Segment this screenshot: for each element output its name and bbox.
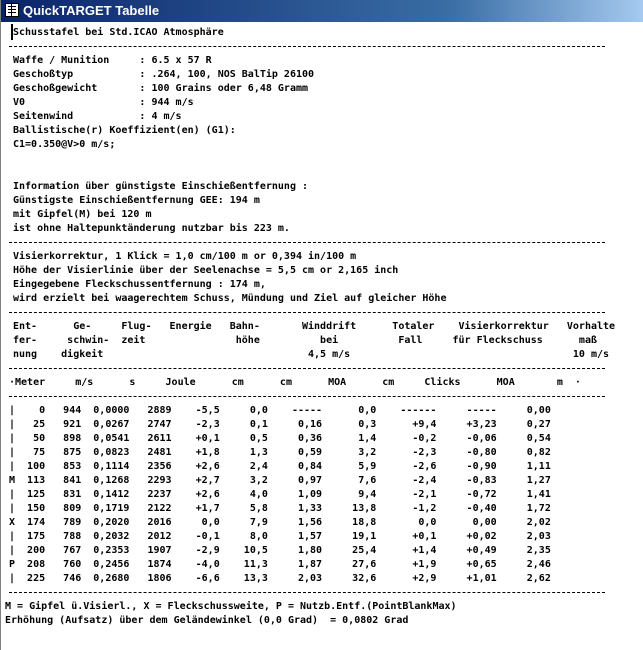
param-line: V0 : 944 m/s bbox=[13, 97, 194, 108]
window-title: QuickTARGET Tabelle bbox=[23, 3, 160, 18]
info-line: Information über günstigste Einschießentfernung : bbox=[13, 181, 309, 192]
info-line: mit Gipfel(M) bei 120 m bbox=[13, 209, 152, 220]
separator bbox=[9, 46, 605, 47]
table-row: | 75 875 0,0823 2481 +1,8 1,3 0,59 3,2 -2,3 -0,80 0,82 bbox=[9, 447, 551, 458]
visier-line: wird erzielt bei waagerechtem Schuss, Mündung und Ziel auf gleicher Höhe bbox=[13, 293, 447, 304]
footer-legend: M = Gipfel ü.Visierl., X = Fleckschussweite, P = Nutzb.Entf.(PointBlankMax) bbox=[5, 601, 457, 612]
table-header-line: Ent- Ge- Flug- Energie Bahn- Winddrift Totaler Visierkorrektur Vorhalte bbox=[13, 321, 616, 332]
param-line: Seitenwind : 4 m/s bbox=[13, 111, 182, 122]
table-units-row: ·Meter m/s s Joule cm cm MOA cm Clicks MOA m · bbox=[9, 377, 581, 388]
table-header-line: fer- schwin- zeit höhe bei Fall für Fleckschuss maß bbox=[13, 335, 597, 346]
visier-line: Eingegebene Fleckschussentfernung : 174 m, bbox=[13, 279, 266, 290]
footer-elevation: Erhöhung (Aufsatz) über dem Geländewinkel (0,0 Grad) = 0,0802 Grad bbox=[5, 615, 409, 626]
table-report bbox=[5, 24, 616, 644]
table-row: | 0 944 0,0000 2889 -5,5 0,0 ----- 0,0 ------ ----- 0,00 bbox=[9, 405, 551, 416]
table-row: | 25 921 0,0267 2747 -2,3 0,1 0,16 0,3 +9,4 +3,23 0,27 bbox=[9, 419, 551, 430]
param-line: C1=0.350@V>0 m/s; bbox=[13, 139, 116, 150]
param-line: Waffe / Munition : 6.5 x 57 R bbox=[13, 55, 212, 66]
table-row: | 200 767 0,2353 1907 -2,9 10,5 1,80 25,4 +1,4 +0,49 2,35 bbox=[9, 545, 551, 556]
title-bar[interactable] bbox=[1, 0, 643, 22]
param-line: Geschoßtyp : .264, 100, NOS BalTip 26100 bbox=[13, 69, 315, 80]
separator bbox=[9, 312, 605, 313]
info-line: ist ohne Haltepunktänderung nutzbar bis 223 m. bbox=[13, 223, 290, 234]
app-table-icon bbox=[5, 3, 19, 17]
separator bbox=[9, 242, 605, 243]
separator bbox=[9, 368, 605, 369]
info-line: Günstigste Einschießentfernung GEE: 194 m bbox=[13, 195, 260, 206]
table-row: | 50 898 0,0541 2611 +0,1 0,5 0,36 1,4 -0,2 -0,06 0,54 bbox=[9, 433, 551, 444]
separator bbox=[9, 592, 605, 593]
table-row: | 225 746 0,2680 1806 -6,6 13,3 2,03 32,6 +2,9 +1,01 2,62 bbox=[9, 573, 551, 584]
table-row: M 113 841 0,1268 2293 +2,7 3,2 0,97 7,6 -2,4 -0,83 1,27 bbox=[9, 475, 551, 486]
report-header: Schusstafel bei Std.ICAO Atmosphäre bbox=[13, 27, 224, 38]
table-header-line: nung digkeit 4,5 m/s 10 m/s bbox=[13, 349, 610, 360]
table-row: P 208 760 0,2456 1874 -4,0 11,3 1,87 27,6 +1,9 +0,65 2,46 bbox=[9, 559, 551, 570]
visier-line: Visierkorrektur, 1 Klick = 1,0 cm/100 m or 0,394 in/100 m bbox=[13, 251, 357, 262]
param-line: Ballistische(r) Koeffizient(en) (G1): bbox=[13, 125, 236, 136]
table-row: | 125 831 0,1412 2237 +2,6 4,0 1,09 9,4 -2,1 -0,72 1,41 bbox=[9, 489, 551, 500]
visier-line: Höhe der Visierlinie über der Seelenachse = 5,5 cm or 2,165 inch bbox=[13, 265, 399, 276]
table-row: | 150 809 0,1719 2122 +1,7 5,8 1,33 13,8 -1,2 -0,40 1,72 bbox=[9, 503, 551, 514]
table-row: | 175 788 0,2032 2012 -0,1 8,0 1,57 19,1 +0,1 +0,02 2,03 bbox=[9, 531, 551, 542]
table-row: | 100 853 0,1114 2356 +2,6 2,4 0,84 5,9 -2,6 -0,90 1,11 bbox=[9, 461, 551, 472]
separator bbox=[9, 396, 605, 397]
table-row: X 174 789 0,2020 2016 0,0 7,9 1,56 18,8 0,0 0,00 2,02 bbox=[9, 517, 551, 528]
param-line: Geschoßgewicht : 100 Grains oder 6,48 Gramm bbox=[13, 83, 309, 94]
